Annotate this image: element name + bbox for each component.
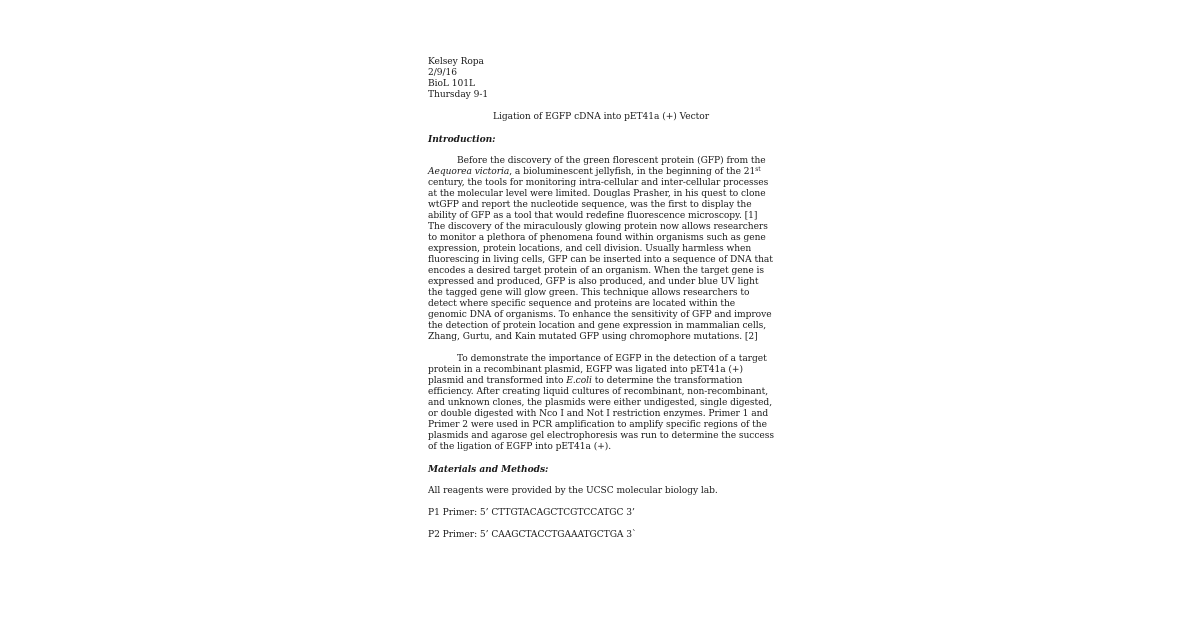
intro-p1-text-c: , a bioluminescent jellyfish, in the beginning of the 21 [509,167,756,177]
document-title: Ligation of EGFP cDNA into pET41a (+) Vector [492,112,709,122]
intro-p2-organism: E.coli [566,376,592,386]
p1-primer-sequence: P1 Primer: 5’ CTTGTACAGCTCGTCCATGC 3’ [428,508,635,518]
lab-section: Thursday 9-1 [428,90,489,100]
introduction-paragraph-2 [428,354,774,453]
intro-p1-text-a: Before the discovery of the green florescent protein (GFP) from the [457,156,766,166]
p2-primer-sequence: P2 Primer: 5’ CAAGCTACCTGAAATGCTGA 3` [428,530,637,540]
intro-p2-text-c: to determine the transformation efficiency. After creating liquid cultures of recombinant, non-recombinant, and unknown clones, the plasmids were either undigested, single digested, or double digested with Nco I and Not I restriction enzymes. Primer 1 and Primer 2 were used in PCR amplification to amplify specific regions of the plasmids and agarose gel electrophoresis was run to determine the success of the ligation of EGFP into pET41a (+). [428,376,774,452]
introduction-heading: Introduction: [428,134,496,145]
author-name: Kelsey Ropa [428,57,484,67]
document-date: 2/9/16 [428,68,457,78]
introduction-paragraph-1 [428,156,774,343]
header-block [428,57,774,101]
intro-p1-species: Aequorea victoria [428,167,510,177]
intro-p1-text-d: century, the tools for monitoring intra-cellular and inter-cellular processes at the molecular level were limited. Douglas Prasher, in his quest to clone wtGFP and report the nucleotide sequence, was the first to display the ability of GFP as a tool that would redefine fluorescence microscopy. [1] The discovery of the miraculously glowing protein now allows researchers to monitor a plethora of phenomena found within organisms such as gene expression, protein locations, and cell division. Usually harmless when fluorescing in living cells, GFP can be inserted into a sequence of DNA that encodes a desired target protein of an organism. When the target gene is expressed and produced, GFP is also produced, and under blue UV light the tagged gene will glow green. This technique allows researchers to detect where specific sequence and proteins are located within the genomic DNA of organisms. To enhance the sensitivity of GFP and improve the detection of protein location and gene expression in mammalian cells, Zhang, Gurtu, and Kain mutated GFP using chromophore mutations. [2] [428,178,773,342]
reagents-statement: All reagents were provided by the UCSC molecular biology lab. [428,486,718,496]
intro-p1-superscript: st [755,166,761,173]
methods-heading: Materials and Methods: [428,464,549,475]
intro-p2-text-a: To demonstrate the importance of EGFP in the detection of a target protein in a recombinant plasmid, EGFP was ligated into pET41a (+) plasmid and transformed into [428,354,767,386]
document-body [428,57,774,552]
course-name: BioL 101L [428,79,475,89]
